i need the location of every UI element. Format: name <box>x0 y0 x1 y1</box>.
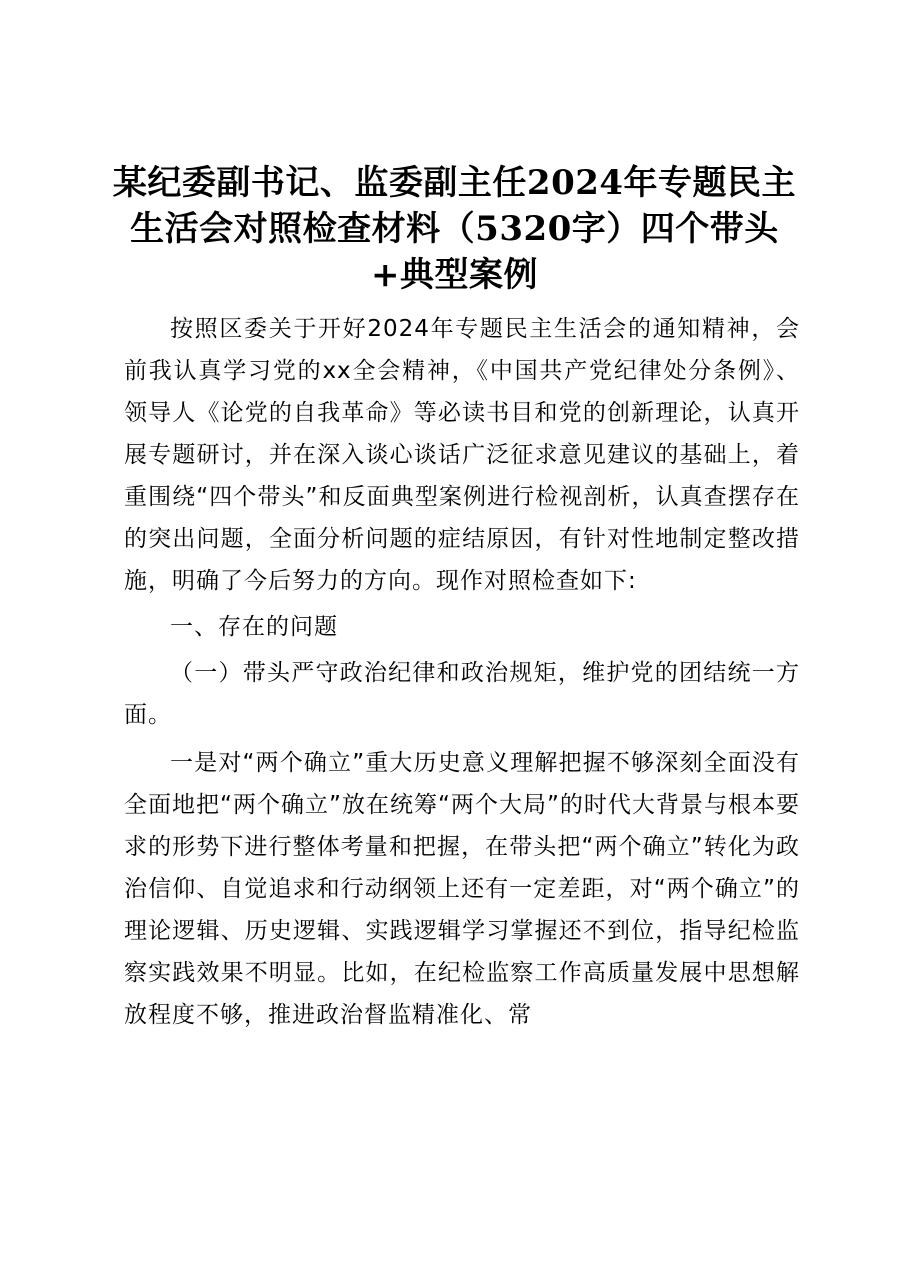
subsection-heading: （一）带头严守政治纪律和政治规矩，维护党的团结统一方面。 <box>124 660 800 728</box>
document-body <box>124 308 800 1036</box>
point-paragraph: 一是对“两个确立”重大历史意义理解把握不够深刻全面没有全面地把“两个确立”放在统筹“两个大局”的时代大背景与根本要求的形势下进行整体考量和把握，在带头把“两个确立”转化为政治信仰、自觉追求和行动纲领上还有一定差距，对“两个确立”的理论逻辑、历史逻辑、实践逻辑学习掌握还不到位，指导纪检监察实践效果不明显。比如，在纪检监察工作高质量发展中思想解放程度不够，推进政治督监精准化、常 <box>124 750 800 1028</box>
section-heading: 一、存在的问题 <box>170 614 338 640</box>
document-title: 某纪委副书记、监委副主任2024年专题民主生活会对照检查材料（5320字）四个带头+典型案例 <box>112 163 797 295</box>
intro-paragraph: 按照区委关于开好2024年专题民主生活会的通知精神，会前我认真学习党的xx全会精神，《中国共产党纪律处分条例》、领导人《论党的自我革命》等必读书目和党的创新理论，认真开展专题研讨，并在深入谈心谈话广泛征求意见建议的基础上，着重围绕“四个带头”和反面典型案例进行检视剖析，认真查摆存在的突出问题，全面分析问题的症结原因，有针对性地制定整改措施，明确了今后努力的方向。现作对照检查如下: <box>124 316 800 594</box>
